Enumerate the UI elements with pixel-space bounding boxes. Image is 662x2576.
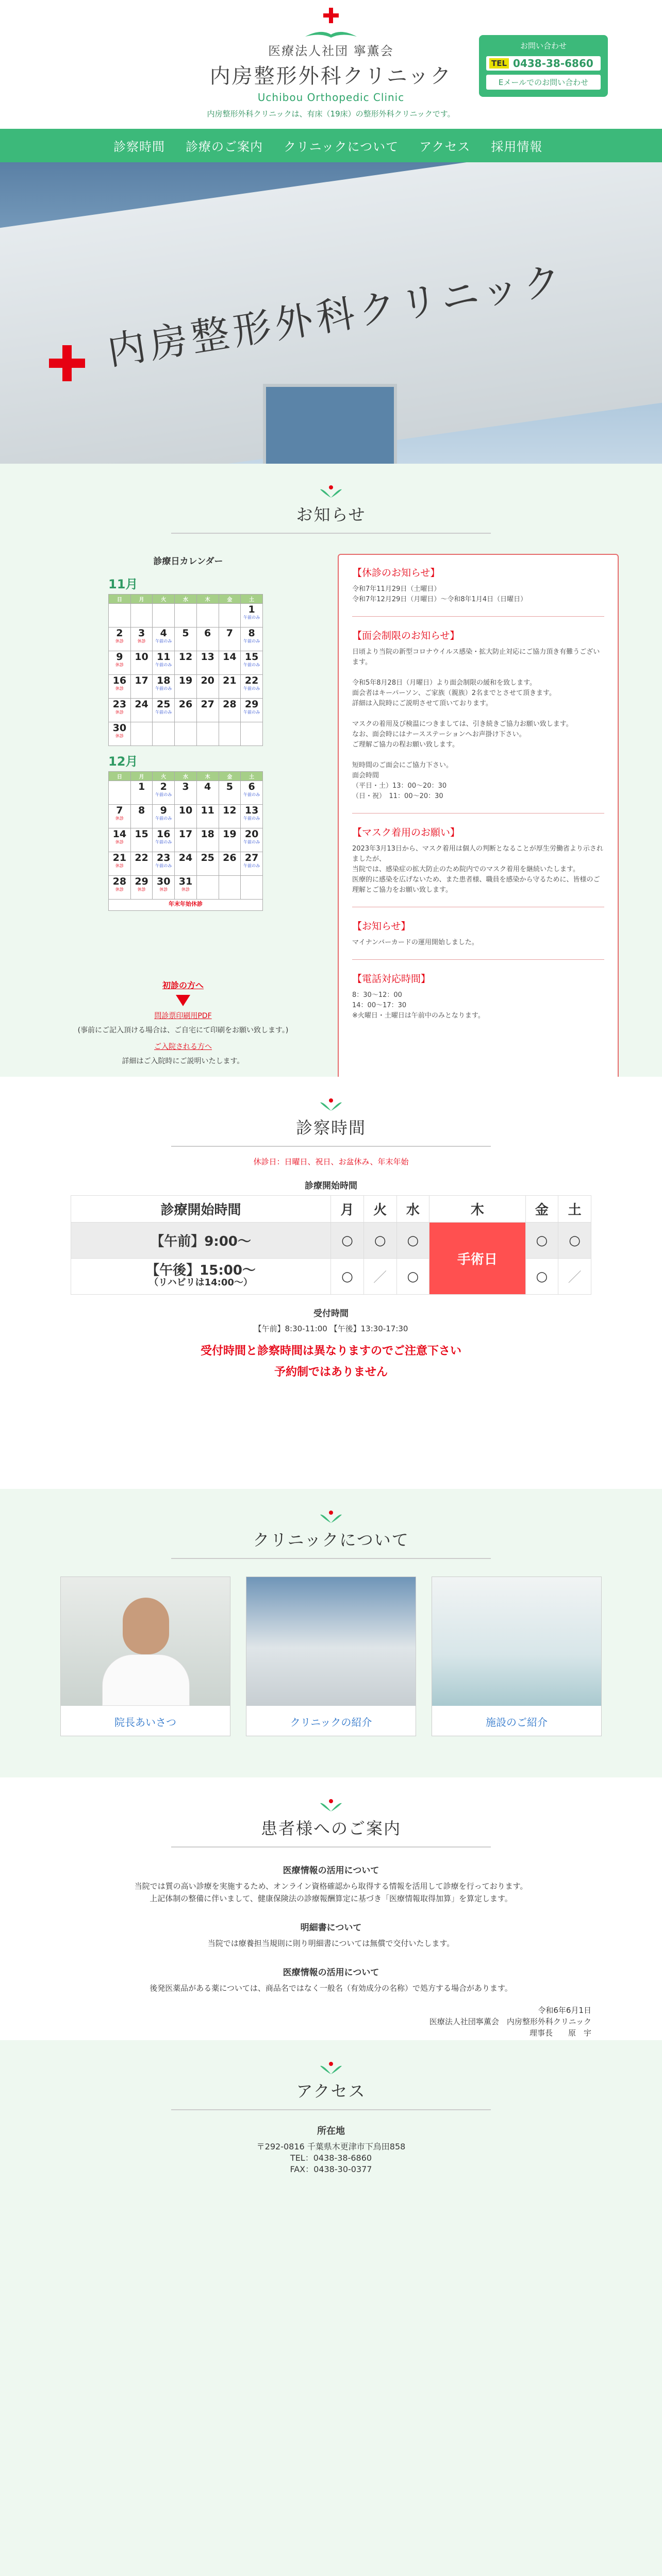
- guide-section: [0, 1777, 662, 2040]
- calendar-day: [175, 722, 197, 746]
- calendar-day: 21: [219, 675, 241, 699]
- table-row: [109, 604, 263, 628]
- notice-text: 2023年3月13日から、マスク着用は個人の判断となることが厚生労働省より示されましたが、 当院では、感染症の拡大防止のため院内でのマスク着用を継続いたします。 医療的に感染を広げないため、また患者様、職員を感染から守るために、皆様のご理解とご協力をお願い致します。: [352, 845, 603, 894]
- news-title: お知らせ: [171, 502, 491, 534]
- calendar-day: 10: [175, 805, 197, 828]
- calendar-day: 1 午前のみ: [241, 604, 263, 628]
- reception-hours: 【午前】8:30-11:00 【午後】13:30-17:30: [254, 1324, 408, 1333]
- table-row: [109, 651, 263, 675]
- notice-text: マイナンバーカードの運用開始しました。: [352, 939, 478, 946]
- calendar-day: 7: [219, 628, 241, 651]
- calendar-day: 23 午前のみ: [153, 852, 175, 876]
- access-tel: TEL：0438-38-6860: [290, 2153, 372, 2163]
- guide-subheading: 明細書について: [300, 1923, 362, 1933]
- leaf-icon: [318, 1097, 344, 1112]
- table-cell: ○: [558, 1223, 591, 1259]
- clinic-name-en: Uchibou Orthopedic Clinic: [257, 91, 405, 104]
- weekday-header: 日: [109, 595, 131, 604]
- leaf-icon: [318, 484, 344, 499]
- no-reservation-note: 予約制ではありません: [274, 1366, 388, 1379]
- calendar-day: [109, 781, 131, 805]
- calendar-day: 8 午前のみ: [241, 628, 263, 651]
- leaf-icon: [318, 1510, 344, 1524]
- tel-number: 0438-38-6860: [513, 57, 593, 70]
- access-subheading: 所在地: [317, 2126, 345, 2137]
- calendar-title: 診療日カレンダー: [153, 556, 223, 567]
- calendar-day: 26: [219, 852, 241, 876]
- leaf-icon: [318, 2061, 344, 2075]
- calendar-day: 17: [130, 675, 153, 699]
- table-header: 木: [429, 1196, 525, 1223]
- card-clinic[interactable]: [246, 1577, 416, 1736]
- notice-box: [338, 554, 619, 1113]
- tel-label: TEL: [489, 58, 509, 69]
- site-header: [0, 0, 662, 129]
- table-row: [109, 781, 263, 805]
- calendar-day: 15 午前のみ: [241, 651, 263, 675]
- divider: [352, 959, 604, 960]
- calendar-day: 24: [130, 699, 153, 722]
- calendar-day: 31 休診: [175, 876, 197, 900]
- calendar-day: 20 午前のみ: [241, 828, 263, 852]
- weekday-header: 月: [130, 595, 153, 604]
- table-header: 診療開始時間: [71, 1196, 331, 1223]
- weekday-header: 木: [196, 595, 219, 604]
- calendar-day: [130, 722, 153, 746]
- questionnaire-link[interactable]: 問診票印刷用PDF: [154, 1012, 212, 1020]
- contact-box: [479, 35, 608, 97]
- row-label: [71, 1259, 331, 1295]
- weekday-header: 水: [175, 772, 197, 781]
- tel-link[interactable]: [486, 56, 601, 71]
- guide-signature: [71, 2005, 591, 2039]
- calendar-day: 14 休診: [109, 828, 131, 852]
- guide-subheading: 医療情報の活用について: [283, 1866, 379, 1876]
- calendar-day: 27: [196, 699, 219, 722]
- guide-heading: [0, 1777, 662, 1848]
- red-cross-icon: [323, 8, 339, 23]
- calendar-day: 6: [196, 628, 219, 651]
- calendar-day: [109, 604, 131, 628]
- table-header: 水: [396, 1196, 429, 1223]
- notice-title: 【電話対応時間】: [352, 973, 431, 985]
- weekday-header: 金: [219, 595, 241, 604]
- about-heading: [0, 1489, 662, 1559]
- access-heading: [0, 2040, 662, 2110]
- guide-head: 理事長 原 宇: [529, 2028, 591, 2038]
- notice-title: 【マスク着用のお願い】: [352, 827, 460, 838]
- mail-button[interactable]: Eメールでのお問い合わせ: [486, 75, 601, 90]
- calendar-table-dec: [108, 771, 263, 911]
- corp-name: 医療法人社団 寧薫会: [268, 44, 394, 58]
- calendar-day: 29 休診: [130, 876, 153, 900]
- calendar-day: 19: [175, 675, 197, 699]
- calendar-day: 8: [130, 805, 153, 828]
- table-row: [109, 628, 263, 651]
- guide-paragraph: 当院では質の高い診療を実施するため、オンライン資格確認から取得する情報を活用して診療を行っております。 上記体制の整備に伴いまして、健康保険法の診療報酬算定に基づき「医療情報取得加算」を算定します。: [134, 1882, 528, 1903]
- person-body: [102, 1654, 190, 1706]
- guide-date: 令和6年6月1日: [538, 2006, 591, 2015]
- about-cards: [0, 1577, 662, 1736]
- access-address: 〒292-0816 千葉県木更津市下烏田858: [256, 2142, 406, 2151]
- calendar-day: 13: [196, 651, 219, 675]
- calendar-day: 28 休診: [109, 876, 131, 900]
- table-header: 土: [558, 1196, 591, 1223]
- card-label[interactable]: 施設のご紹介: [486, 1716, 548, 1728]
- calendar-day: 25: [196, 852, 219, 876]
- guide-paragraph: 後発医薬品がある薬については、商品名ではなく一般名（有効成分の名称）で処方する場合があります。: [150, 1984, 512, 1993]
- calendar-day: 16 休診: [109, 675, 131, 699]
- card-label[interactable]: クリニックの紹介: [290, 1716, 372, 1728]
- calendar-table-nov: [108, 594, 263, 746]
- card-label[interactable]: 院長あいさつ: [114, 1716, 176, 1728]
- calendar-day: 15: [130, 828, 153, 852]
- closed-days: 休診日：日曜日、祝日、お盆休み、年末年始: [253, 1157, 409, 1166]
- table-cell: ／: [363, 1259, 396, 1295]
- about-section: [0, 1489, 662, 1777]
- calendar-day: 22 午前のみ: [241, 675, 263, 699]
- arrow-down-icon: [176, 995, 190, 1006]
- surgery-day-cell: 手術日: [429, 1223, 525, 1295]
- clinic-photo: [246, 1577, 416, 1706]
- row-label-sub: （リハビリは14:00〜）: [149, 1277, 253, 1288]
- calendar-day: 23 休診: [109, 699, 131, 722]
- table-cell: ○: [525, 1259, 558, 1295]
- calendar-day: 13 午前のみ: [241, 805, 263, 828]
- card-director[interactable]: [60, 1577, 230, 1736]
- table-cell: ○: [331, 1259, 364, 1295]
- table-row: [109, 699, 263, 722]
- calendar-day: 21 休診: [109, 852, 131, 876]
- calendar-day: [175, 604, 197, 628]
- table-header: 火: [363, 1196, 396, 1223]
- table-row: [109, 828, 263, 852]
- calendar-day: 12: [219, 805, 241, 828]
- news-section: [0, 464, 662, 1077]
- calendar-day: 30 休診: [109, 722, 131, 746]
- table-header: 月: [331, 1196, 364, 1223]
- guide-paragraph: 当院では療養担当規則に則り明細書については無償で交付いたします。: [207, 1939, 455, 1948]
- table-cell: ／: [558, 1259, 591, 1295]
- weekday-header: 月: [130, 772, 153, 781]
- calendar-day: 30 休診: [153, 876, 175, 900]
- clinic-name: 内房整形外科クリニック: [209, 64, 453, 88]
- divider: [352, 813, 604, 814]
- hero-image: [0, 162, 662, 464]
- calendar-day: 19: [219, 828, 241, 852]
- calendar-day: 24: [175, 852, 197, 876]
- tagline: 内房整形外科クリニックは、有床（19床）の整形外科クリニックです。: [207, 109, 455, 118]
- calendar-day: 12: [175, 651, 197, 675]
- leaf-icon: [318, 1798, 344, 1812]
- weekday-header: 火: [153, 772, 175, 781]
- calendar-day: [219, 604, 241, 628]
- reception-subtitle: 受付時間: [313, 1309, 349, 1319]
- calendar-day: [241, 876, 263, 900]
- leaf-icon: [300, 27, 362, 39]
- table-row: [109, 852, 263, 876]
- table-row: [109, 805, 263, 828]
- admission-note: 詳細はご入院時にご説明いたします。: [122, 1057, 244, 1065]
- director-photo: [61, 1577, 230, 1706]
- hours-table: [71, 1195, 591, 1295]
- table-row: [109, 675, 263, 699]
- calendar-note: 年末年始休診: [109, 900, 263, 911]
- notice-title: 【休診のお知らせ】: [352, 567, 440, 579]
- weekday-header: 水: [175, 595, 197, 604]
- nav-about[interactable]: クリニックについて: [284, 140, 399, 154]
- calendar-day: 22: [130, 852, 153, 876]
- access-info: [0, 2126, 662, 2175]
- hours-warning: 受付時間と診察時間は異なりますのでご注意下さい: [200, 1345, 461, 1358]
- table-cell: ○: [525, 1223, 558, 1259]
- questionnaire-note: (事前にご記入頂ける場合は、ご自宅にて印刷をお願い致します。): [77, 1026, 289, 1035]
- facility-photo: [432, 1577, 601, 1706]
- admission-link[interactable]: ご入院される方へ: [154, 1043, 212, 1051]
- red-cross-icon: [49, 345, 85, 381]
- weekday-header: 金: [219, 772, 241, 781]
- calendar-day: 11: [196, 805, 219, 828]
- calendar-day: [219, 722, 241, 746]
- table-cell: ○: [396, 1223, 429, 1259]
- calendar-day: 6 午前のみ: [241, 781, 263, 805]
- table-cell: ○: [331, 1223, 364, 1259]
- calendar-month-nov: 11月: [108, 577, 138, 591]
- nav-guide[interactable]: 診療のご案内: [186, 140, 263, 154]
- person-head: [123, 1598, 169, 1654]
- access-title: アクセス: [171, 2078, 491, 2110]
- divider: [352, 616, 604, 617]
- calendar-day: 28: [219, 699, 241, 722]
- calendar-day: [196, 876, 219, 900]
- calendar-day: 25 午前のみ: [153, 699, 175, 722]
- table-row: [71, 1223, 591, 1259]
- calendar-day: 7 休診: [109, 805, 131, 828]
- guide-subheading: 医療情報の活用について: [283, 1968, 379, 1978]
- about-title: クリニックについて: [171, 1527, 491, 1559]
- access-section: [0, 2040, 662, 2576]
- access-fax: FAX：0438-30-0377: [290, 2164, 372, 2174]
- calendar-day: [130, 604, 153, 628]
- building-window: [263, 384, 397, 464]
- calendar-day: 18 午前のみ: [153, 675, 175, 699]
- guide-org: 医療法人社団寧薫会 内房整形外科クリニック: [429, 2017, 591, 2026]
- calendar-day: 20: [196, 675, 219, 699]
- calendar-day: [196, 604, 219, 628]
- calendar-day: [196, 722, 219, 746]
- notice-title: 【面会制限のお知らせ】: [352, 630, 460, 641]
- hours-subtitle: 診療開始時間: [305, 1181, 357, 1191]
- card-facility[interactable]: [432, 1577, 602, 1736]
- calendar-day: [241, 722, 263, 746]
- first-visit: [70, 979, 296, 1072]
- calendar-day: 11 午前のみ: [153, 651, 175, 675]
- calendar: [108, 554, 268, 911]
- hours-section: [0, 1077, 662, 1489]
- calendar-day: 4 午前のみ: [153, 628, 175, 651]
- calendar-day: 5: [175, 628, 197, 651]
- calendar-day: [219, 876, 241, 900]
- calendar-day: 9 休診: [109, 651, 131, 675]
- nav-hours[interactable]: 診察時間: [113, 140, 165, 154]
- weekday-header: 火: [153, 595, 175, 604]
- guide-title: 患者様へのご案内: [171, 1816, 491, 1848]
- calendar-day: 14: [219, 651, 241, 675]
- guide-content: [109, 1863, 591, 2039]
- calendar-day: 17: [175, 828, 197, 852]
- notice-text: 令和7年11月29日（土曜日） 令和7年12月29日（月曜日）〜令和8年1月4日（日曜日）: [352, 585, 527, 603]
- row-label-main: 【午後】15:00〜: [146, 1262, 256, 1278]
- calendar-day: 1: [130, 781, 153, 805]
- calendar-day: 26: [175, 699, 197, 722]
- calendar-day: 2 休診: [109, 628, 131, 651]
- notice-text: 8：30〜12：00 14：00〜17：30 ※火曜日・土曜日は午前中のみとなります。: [352, 991, 485, 1020]
- table-header: 金: [525, 1196, 558, 1223]
- nav-access[interactable]: アクセス: [419, 140, 471, 154]
- calendar-day: 16 午前のみ: [153, 828, 175, 852]
- main-nav: [0, 129, 662, 162]
- calendar-day: 10: [130, 651, 153, 675]
- table-row: [109, 722, 263, 746]
- news-heading: [0, 464, 662, 534]
- table-cell: ○: [363, 1223, 396, 1259]
- notice-title: 【お知らせ】: [352, 921, 411, 932]
- nav-recruit[interactable]: 採用情報: [491, 140, 543, 154]
- hours-content: [71, 1156, 591, 1379]
- calendar-day: [153, 722, 175, 746]
- calendar-day: 9 午前のみ: [153, 805, 175, 828]
- first-visit-heading[interactable]: 初診の方へ: [162, 980, 204, 990]
- calendar-day: 18: [196, 828, 219, 852]
- calendar-day: [153, 604, 175, 628]
- hours-title: 診察時間: [171, 1115, 491, 1147]
- calendar-day: 29 午前のみ: [241, 699, 263, 722]
- calendar-day: 2 午前のみ: [153, 781, 175, 805]
- contact-title: お問い合わせ: [520, 41, 567, 50]
- calendar-day: 27 午前のみ: [241, 852, 263, 876]
- calendar-day: 3: [175, 781, 197, 805]
- table-row: [109, 876, 263, 900]
- weekday-header: 日: [109, 772, 131, 781]
- building-sign: 内房整形外科クリニック: [104, 258, 569, 374]
- notice-text: 日頃より当院の新型コロナウイルス感染・拡大防止対応にご協力頂き有難うございます。 令和5年8月28日（月曜日）より面会制限の緩和を致します。 面会者はキーパーソン、ご家族（親族）2名までとさせて頂きます。 詳細は入院時にご説明させて頂いております。 マスクの着用及び検温につきましては、引き続きご協力お願い致します。 なお、面会時にはナースステーションへお声掛け下さい。 ご理解ご協力の程お願い致します。 短時間のご面会にご協力下さい。 面会時間 （平日・土）13：00〜20：30 （日・祝） 11：00〜20：30: [352, 648, 600, 800]
- calendar-day: 4: [196, 781, 219, 805]
- table-cell: ○: [396, 1259, 429, 1295]
- hours-heading: [0, 1077, 662, 1147]
- row-label: 【午前】9:00〜: [71, 1223, 331, 1259]
- weekday-header: 土: [241, 772, 263, 781]
- weekday-header: 土: [241, 595, 263, 604]
- weekday-header: 木: [196, 772, 219, 781]
- calendar-day: 3 休診: [130, 628, 153, 651]
- calendar-month-dec: 12月: [108, 754, 138, 769]
- calendar-day: 5: [219, 781, 241, 805]
